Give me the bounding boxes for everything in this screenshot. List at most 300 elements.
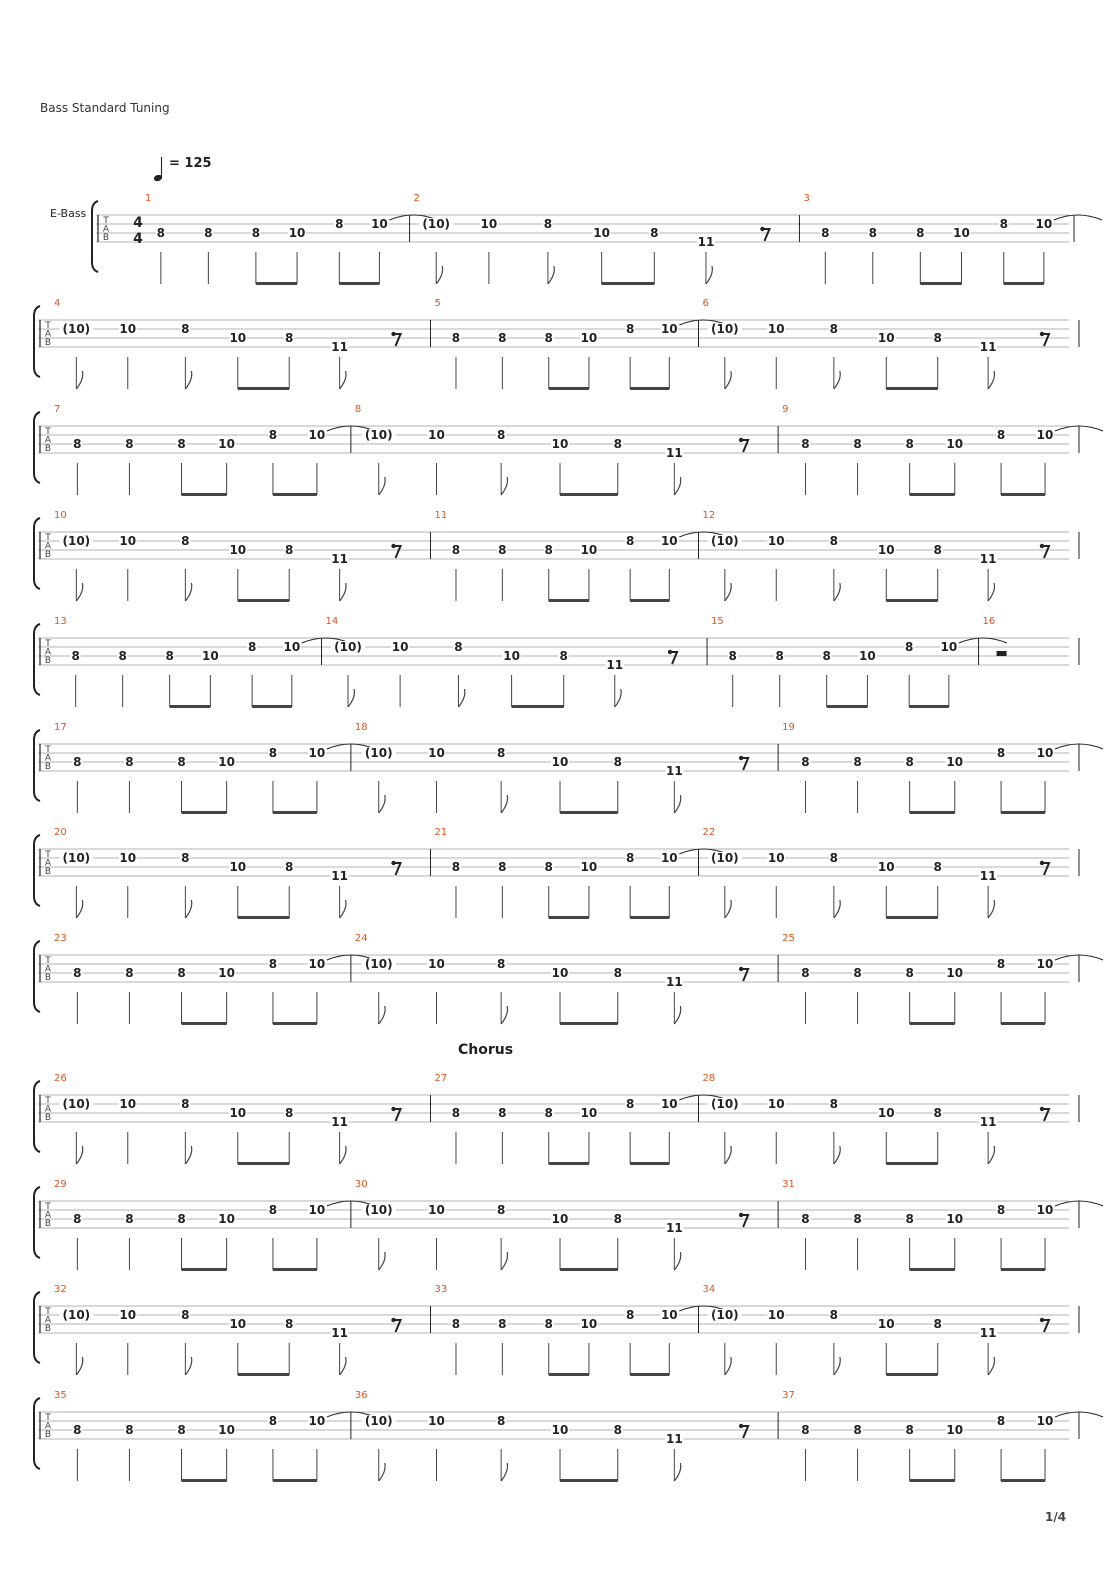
beam [910,1022,955,1025]
fret-number: 11 [697,235,715,249]
fret-number: 8 [125,1212,134,1226]
beam [273,1479,317,1482]
fret-number: 8 [559,649,568,663]
fret-number: 8 [996,1414,1006,1428]
fret-number: 8 [177,966,186,980]
beam [549,1162,589,1165]
fret-number: 10 [946,437,964,451]
fret-number: 11 [665,446,683,460]
beam [238,599,289,602]
tie [959,638,1007,643]
fret-number: 8 [905,1212,914,1226]
fret-number: 11 [331,1115,348,1129]
fret-number: 8 [853,1212,862,1226]
bar-number: 17 [54,722,67,733]
eighth-flag [379,795,385,813]
fret-number: 10 [551,1212,569,1226]
fret-number: 10 [202,649,219,663]
tab-clef-letter: T [45,533,51,543]
fret-number: 10 [946,755,964,769]
fret-number: 8 [625,1097,635,1111]
fret-number: 8 [165,649,174,663]
fret-number: 8 [829,322,839,336]
fret-number: (10) [364,1414,393,1428]
fret-number: 10 [308,746,326,760]
measure [355,722,748,814]
fret-number: 8 [451,860,461,874]
eighth-rest-dot [739,756,743,760]
fret-number: 8 [650,226,659,240]
fret-number: 10 [1036,428,1054,442]
fret-number: 10 [767,534,785,548]
fret-number: 8 [454,640,463,654]
fret-number: 8 [181,322,190,336]
fret-number: 10 [580,543,598,557]
half-rest [997,651,1007,656]
bar-number: 26 [54,1073,67,1084]
beam [886,1162,937,1165]
fret-number: 8 [933,1317,942,1331]
eighth-flag [725,371,731,389]
beam [920,282,961,285]
fret-number: 10 [660,322,678,336]
fret-number: 8 [544,543,553,557]
beam [1001,1268,1045,1271]
eighth-flag [76,371,82,389]
fret-number: 8 [496,1414,506,1428]
system-brace [34,941,40,1012]
eighth-rest-dot [1040,544,1044,548]
beam [339,282,379,285]
eighth-flag [501,795,507,813]
fret-number: 8 [177,755,186,769]
fret-number: 8 [451,1317,461,1331]
fret-number: 8 [125,1423,134,1437]
measure [54,404,375,496]
tab-clef-letter: B [44,1324,52,1334]
tab-system [34,722,1103,814]
fret-number: 8 [996,957,1006,971]
beam [182,1268,227,1271]
fret-number: 10 [877,860,895,874]
eighth-flag [340,371,346,389]
tab-clef-letter: B [44,550,52,560]
fret-number: 11 [331,1326,348,1340]
fret-number: (10) [334,640,362,654]
fret-number: 11 [331,552,348,566]
eighth-flag [674,795,680,813]
bar-number: 37 [782,1390,795,1401]
fret-number: 10 [593,226,610,240]
measure [435,1284,728,1376]
fret-number: 10 [1036,746,1054,760]
tab-clef-letter: T [103,216,109,226]
beam [886,387,937,390]
measure [702,1073,1049,1165]
eighth-flag [185,1146,191,1164]
fret-number: 8 [829,534,839,548]
fret-number: 8 [996,428,1006,442]
eighth-flag [379,1463,385,1481]
fret-number: 10 [288,226,306,240]
bar-number: 8 [354,404,362,415]
fret-number: 8 [613,1212,622,1226]
tab-clef-letter: T [45,956,51,966]
fret-number: 8 [498,543,507,557]
fret-number: 10 [953,226,970,240]
fret-number: 10 [859,649,876,663]
measure [326,616,678,708]
eighth-rest-dot [1040,1107,1044,1111]
beam [560,1479,618,1482]
fret-number: 10 [283,640,301,654]
fret-number: 8 [996,746,1006,760]
eighth-rest-dot [391,1318,395,1322]
eighth-flag [76,1357,82,1375]
eighth-flag [379,1006,385,1024]
fret-number: (10) [62,851,91,865]
bar-number: 33 [434,1284,448,1295]
bar-number: 25 [782,933,795,944]
eighth-flag [706,266,712,284]
fret-number: 8 [125,437,134,451]
fret-number: 10 [767,1097,785,1111]
measure [435,827,728,919]
fret-number: 8 [905,437,914,451]
fret-number: 8 [933,543,942,557]
fret-number: 10 [1035,217,1053,231]
fret-number: 8 [933,860,942,874]
tab-system [34,1179,1103,1271]
fret-number: 8 [829,851,839,865]
system-brace [34,1292,40,1363]
tab-clef-letter: A [44,1210,52,1221]
fret-number: 8 [73,1212,82,1226]
fret-number: 8 [73,1423,82,1437]
tie [1054,215,1102,220]
beam [886,1373,937,1376]
fret-number: 10 [229,1317,247,1331]
fret-number: 10 [946,966,964,980]
eighth-flag [379,477,385,495]
fret-number: 10 [767,322,785,336]
fret-number: 8 [853,437,862,451]
measure [435,1073,728,1165]
fret-number: (10) [710,534,739,548]
beam [1001,1022,1045,1025]
fret-number: 10 [119,534,137,548]
fret-number: 10 [1036,957,1054,971]
eighth-flag [834,583,840,601]
tab-clef-letter: T [45,745,51,755]
eighth-flag [674,1463,680,1481]
tab-system [34,1073,1079,1165]
eighth-flag [185,583,191,601]
bar-number: 35 [54,1390,67,1401]
fret-number: 10 [580,1106,598,1120]
fret-number: 11 [606,658,624,672]
fret-number: 8 [613,1423,622,1437]
tab-clef-letter: A [102,224,110,235]
tab-clef-letter: B [44,656,52,666]
beam [238,1162,289,1165]
beam [1001,493,1045,496]
bar-number: 11 [434,510,448,521]
fret-number: 11 [979,1326,997,1340]
bar-number: 20 [54,827,67,838]
fret-number: 8 [498,331,507,345]
fret-number: 8 [996,1203,1006,1217]
beam [630,916,669,919]
fret-number: 8 [613,437,622,451]
bar-number: 22 [702,827,716,838]
bar-number: 24 [354,933,368,944]
time-signature-numerator: 4 [133,215,143,231]
fret-number: 8 [544,1106,553,1120]
time-signature-denominator: 4 [133,231,143,247]
measure [414,193,770,285]
fret-number: 10 [551,755,569,769]
eighth-flag [501,1463,507,1481]
fret-number: 8 [544,331,553,345]
eighth-rest-dot [739,1213,743,1217]
eighth-rest-dot [391,544,395,548]
tab-system [34,510,1079,602]
eighth-rest-dot [668,650,672,654]
system-brace [34,1398,40,1469]
fret-number: 10 [391,640,409,654]
beam [1001,1479,1045,1482]
fret-number: 11 [665,975,683,989]
fret-number: 10 [119,851,137,865]
fret-number: 8 [285,1317,294,1331]
fret-number: 8 [498,860,507,874]
fret-number: 10 [1036,1203,1054,1217]
bar-number: 12 [702,510,716,521]
eighth-flag [834,1146,840,1164]
eighth-rest-dot [391,861,395,865]
eighth-flag [988,583,994,601]
beam [170,705,211,708]
fret-number: 8 [801,755,810,769]
measure [782,722,1103,814]
beam [252,705,292,708]
tab-clef-letter: A [44,435,52,446]
fret-number: 8 [821,226,830,240]
measure [435,298,728,390]
fret-number: 10 [877,543,895,557]
beam [182,1479,227,1482]
measure [782,1390,1103,1482]
fret-number: (10) [62,1308,91,1322]
fret-number: 8 [853,755,862,769]
fret-number: 10 [660,534,678,548]
beam [910,1479,955,1482]
fret-number: 8 [285,331,294,345]
fret-number: 10 [371,217,388,231]
beam [910,811,955,814]
eighth-flag [834,900,840,918]
eighth-rest-dot [739,1424,743,1428]
bar-number: 9 [782,404,789,415]
bar-number: 34 [702,1284,716,1295]
fret-number: 8 [544,860,553,874]
instrument-label: E-Bass [50,207,87,220]
system-brace [34,412,40,483]
eighth-flag [725,1146,731,1164]
tab-clef-letter: B [44,1219,52,1229]
bar-number: 27 [434,1073,448,1084]
eighth-flag [548,266,554,284]
measure [54,1284,401,1376]
fret-number: (10) [364,746,393,760]
fret-number: 11 [665,1432,683,1446]
fret-number: 10 [218,755,235,769]
fret-number: (10) [62,322,91,336]
beam [827,705,868,708]
fret-number: 10 [308,957,326,971]
beam [549,1373,589,1376]
beam [549,916,589,919]
beam [910,1268,955,1271]
fret-number: 10 [308,1414,326,1428]
fret-number: 8 [544,1317,553,1331]
eighth-flag [674,1252,680,1270]
fret-number: 8 [905,966,914,980]
fret-number: 8 [285,543,294,557]
fret-number: (10) [364,957,393,971]
tab-system [34,1284,1079,1376]
eighth-flag [340,1146,346,1164]
eighth-flag [674,1006,680,1024]
eighth-flag [988,900,994,918]
system-brace [34,1081,40,1152]
bar-number: 4 [54,298,61,309]
tab-clef-letter: A [44,1315,52,1326]
fret-number: 8 [73,755,82,769]
measure [711,616,1007,708]
measure [702,298,1049,390]
fret-number: 8 [905,640,914,654]
bar-number: 29 [54,1179,67,1190]
beam [1004,282,1044,285]
measure [702,510,1049,602]
measure [782,1179,1103,1271]
beam [238,1373,289,1376]
bar-number: 5 [434,298,441,309]
measure [355,933,748,1025]
fret-number: 10 [551,437,569,451]
eighth-flag [988,371,994,389]
fret-number: 8 [801,1212,810,1226]
bar-number: 6 [702,298,709,309]
beam [630,1162,669,1165]
fret-number: 10 [229,331,247,345]
bar-number: 14 [325,616,339,627]
fret-number: 8 [71,649,80,663]
fret-number: 11 [331,869,348,883]
measure [355,1390,748,1482]
system-brace [34,518,40,589]
tab-system [34,616,1079,708]
fret-number: 8 [801,1423,810,1437]
tab-system [34,298,1079,390]
tab-clef-letter: B [44,973,52,983]
beam [1001,811,1045,814]
bar-number: 31 [782,1179,795,1190]
fret-number: 10 [660,1308,678,1322]
fret-number: 10 [877,331,895,345]
measure [355,1179,748,1271]
eighth-rest-dot [739,967,743,971]
fret-number: 8 [613,966,622,980]
fret-number: 11 [665,1221,683,1235]
fret-number: 10 [767,1308,785,1322]
eighth-rest-dot [739,438,743,442]
eighth-flag [76,1146,82,1164]
tuning-label: Bass Standard Tuning [40,101,170,115]
eighth-flag [501,1006,507,1024]
beam [273,811,317,814]
fret-number: 10 [428,428,445,442]
fret-number: 8 [181,534,190,548]
system-brace [34,624,40,695]
tab-clef-letter: B [44,1113,52,1123]
fret-number: 10 [218,437,235,451]
fret-number: 8 [853,966,862,980]
fret-number: 8 [801,966,810,980]
measure [702,827,1049,919]
beam [549,599,589,602]
bar-number: 16 [982,616,996,627]
fret-number: 10 [946,1423,964,1437]
fret-number: 8 [335,217,344,231]
bar-number: 28 [702,1073,716,1084]
eighth-rest-dot [1040,861,1044,865]
eighth-rest-dot [760,227,764,231]
measure [355,404,748,496]
tab-system [34,1390,1103,1482]
fret-number: 8 [625,534,635,548]
tab-clef-letter: A [44,329,52,340]
beam [909,705,949,708]
tab-clef-letter: T [45,1307,51,1317]
fret-number: (10) [364,428,393,442]
fret-number: 8 [451,331,461,345]
tab-clef-letter: T [45,850,51,860]
fret-number: 10 [551,966,569,980]
measure [54,1073,401,1165]
bar-number: 7 [54,404,61,415]
fret-number: 8 [268,1203,278,1217]
beam [560,493,618,496]
fret-number: 8 [285,860,294,874]
beam [630,599,669,602]
fret-number: 8 [125,966,134,980]
tab-clef-letter: B [44,338,52,348]
fret-number: 8 [496,428,506,442]
measure [54,933,375,1025]
fret-number: (10) [710,1097,739,1111]
fret-number: 8 [496,1203,506,1217]
measure [782,404,1103,496]
tab-clef-letter: A [44,858,52,869]
bar-number: 19 [782,722,795,733]
eighth-flag [340,900,346,918]
beam [910,493,955,496]
bar-number: 2 [413,193,420,204]
eighth-rest-dot [391,332,395,336]
